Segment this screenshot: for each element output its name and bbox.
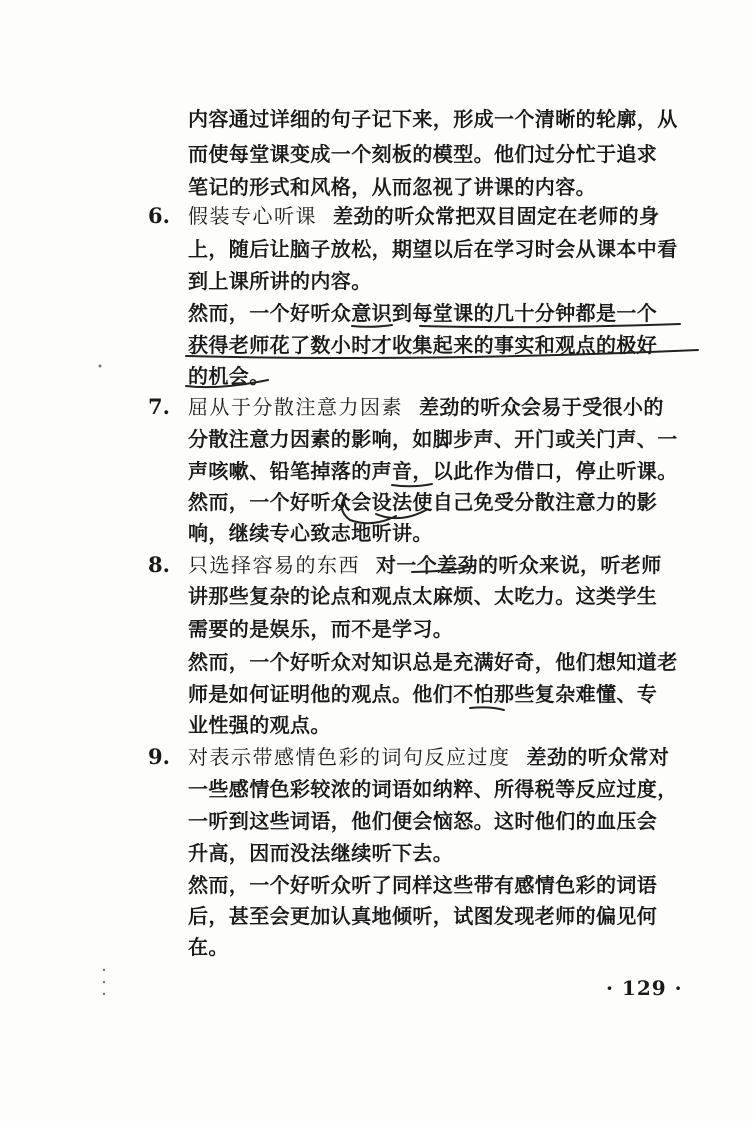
item-heading: 屈从于分散注意力因素 bbox=[188, 395, 403, 419]
line-text: 差劲的听众会易于受很小的 bbox=[419, 395, 664, 419]
text-line bbox=[188, 932, 229, 962]
line-text: 内容通过详细的句子记下来，形成一个清晰的轮廓，从 bbox=[188, 107, 678, 131]
text-line bbox=[188, 647, 678, 677]
text-line bbox=[188, 139, 657, 169]
line-text: 在。 bbox=[188, 935, 229, 959]
line-text: 升高，因而没法继续听下去。 bbox=[188, 841, 454, 865]
line-text: 上，随后让脑子放松，期望以后在学习时会从课本中看 bbox=[188, 237, 678, 261]
text-line bbox=[188, 518, 433, 548]
item-number: 9. bbox=[148, 744, 170, 769]
text-line bbox=[188, 361, 270, 391]
text-line bbox=[188, 679, 657, 709]
text-line bbox=[188, 424, 678, 454]
line-text: 获得老师花了数小时才收集起来的事实和观点的极好 bbox=[188, 333, 658, 357]
speck-mark bbox=[103, 993, 105, 995]
line-text: 对一个差劲的听众来说，听老师 bbox=[376, 553, 662, 577]
line-text: 一些感情色彩较浓的词语如纳粹、所得税等反应过度， bbox=[188, 777, 678, 801]
line-text: 差劲的听众常对 bbox=[526, 745, 670, 769]
text-line bbox=[188, 838, 453, 868]
line-text: 而使每堂课变成一个刻板的模型。他们过分忙于追求 bbox=[188, 142, 658, 166]
line-text: 然而，一个好听众会设法使自己免受分散注意力的影 bbox=[188, 490, 658, 514]
text-line bbox=[188, 581, 657, 611]
item-number: 7. bbox=[148, 394, 170, 419]
line-text: 后，甚至会更加认真地倾听，试图发现老师的偏见何 bbox=[188, 904, 658, 928]
text-line bbox=[188, 806, 657, 836]
line-text: 然而，一个好听众对知识总是充满好奇，他们想知道老 bbox=[188, 650, 678, 674]
item-heading: 假装专心听课 bbox=[188, 204, 317, 228]
page-number: · 129 · bbox=[606, 976, 683, 1000]
line-text: 然而，一个好听众听了同样这些带有感情色彩的词语 bbox=[188, 873, 658, 897]
text-line bbox=[188, 172, 596, 202]
speck-mark bbox=[103, 969, 105, 971]
text-line bbox=[188, 266, 372, 296]
text-line bbox=[188, 710, 331, 740]
text-line bbox=[188, 456, 678, 486]
text-line bbox=[188, 614, 453, 644]
line-text: 师是如何证明他的观点。他们不怕那些复杂难懂、专 bbox=[188, 682, 658, 706]
text-line bbox=[188, 104, 678, 134]
text-line bbox=[188, 201, 659, 231]
speck-mark bbox=[103, 981, 105, 983]
line-text: 声咳嗽、铅笔掉落的声音，以此作为借口，停止听课。 bbox=[188, 459, 678, 483]
text-line bbox=[188, 234, 678, 264]
line-text: 然而，一个好听众意识到每堂课的几十分钟都是一个 bbox=[188, 301, 658, 325]
item-heading: 只选择容易的东西 bbox=[188, 553, 360, 577]
text-line bbox=[188, 392, 664, 422]
line-text: 到上课所讲的内容。 bbox=[188, 269, 372, 293]
item-number: 6. bbox=[148, 203, 170, 228]
line-text: 的机会。 bbox=[188, 364, 270, 388]
line-text: 一听到这些词语，他们便会恼怒。这时他们的血压会 bbox=[188, 809, 658, 833]
text-line bbox=[188, 901, 657, 931]
text-line bbox=[188, 330, 657, 360]
text-line bbox=[188, 298, 657, 328]
line-text: 讲那些复杂的论点和观点太麻烦、太吃力。这类学生 bbox=[188, 584, 658, 608]
line-text: 差劲的听众常把双目固定在老师的身 bbox=[333, 204, 660, 228]
text-line bbox=[188, 774, 678, 804]
speck-mark bbox=[99, 365, 102, 368]
line-text: 分散注意力因素的影响，如脚步声、开门或关门声、一 bbox=[188, 427, 678, 451]
line-text: 需要的是娱乐，而不是学习。 bbox=[188, 617, 454, 641]
item-number: 8. bbox=[148, 552, 170, 577]
text-line bbox=[188, 550, 662, 580]
text-line bbox=[188, 487, 657, 517]
line-text: 笔记的形式和风格，从而忽视了讲课的内容。 bbox=[188, 175, 596, 199]
item-heading: 对表示带感情色彩的词句反应过度 bbox=[188, 745, 511, 769]
line-text: 业性强的观点。 bbox=[188, 713, 331, 737]
text-line bbox=[188, 742, 669, 772]
line-text: 响，继续专心致志地听讲。 bbox=[188, 521, 433, 545]
text-line bbox=[188, 870, 657, 900]
